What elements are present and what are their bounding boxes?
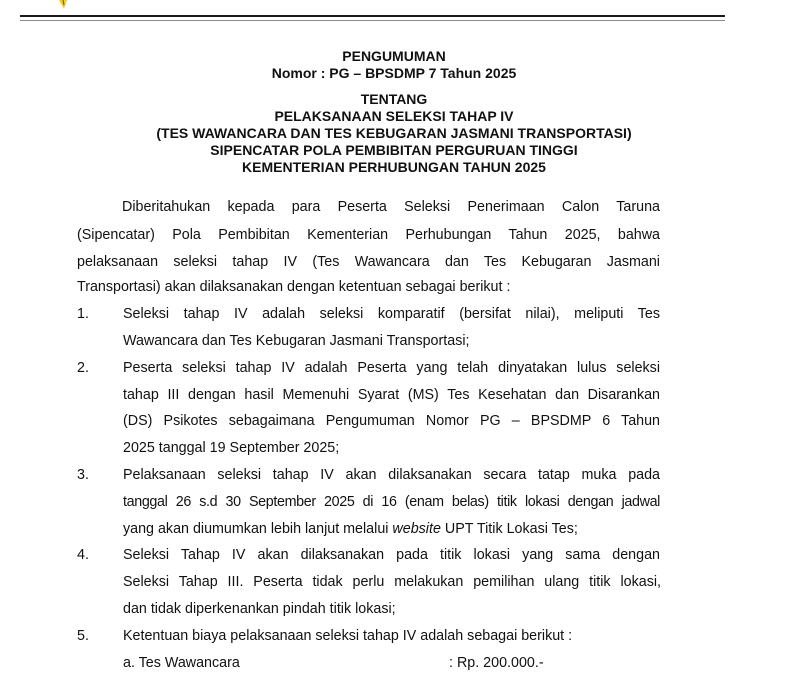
list-item-line: (DS) Psikotes sebagaimana Pengumuman Nomor PG – BPSDMP 6 Tahun [123,413,660,429]
intro-line: pelaksanaan seleksi tahap IV (Tes Wawancara dan Tes Kebugaran Jasmani [77,254,660,270]
list-item-text: yang akan diumumkan lebih lanjut melalui [123,521,393,537]
header-rule-thin [20,20,725,21]
announcement-subject-line-2: (TES WAWANCARA DAN TES KEBUGARAN JASMANI TRANSPORTASI) [156,125,632,141]
list-item-line: Pelaksanaan seleksi tahap IV akan dilaksanakan secara tatap muka pada [123,467,660,483]
intro-line: Transportasi) akan dilaksanakan dengan ketentuan sebagai berikut : [77,279,511,295]
list-item-line: Seleksi tahap IV adalah seleksi komparatif (bersifat nilai), meliputi Tes [123,306,660,322]
announcement-number: Nomor : PG – BPSDMP 7 Tahun 2025 [271,65,517,81]
announcement-subject-line-3: SIPENCATAR POLA PEMBIBITAN PERGURUAN TINGGI [210,142,578,158]
intro-line: (Sipencatar) Pola Pembibitan Kementerian Perhubungan Tahun 2025, bahwa [77,227,660,243]
list-item-italic-text: website [392,521,441,537]
list-item-line: 2025 tanggal 19 September 2025; [123,440,340,456]
announcement-subject-line-1: PELAKSANAAN SELEKSI TAHAP IV [274,108,514,124]
header-rule-thick [20,15,725,17]
list-item-number: 2. [77,360,89,376]
intro-line: Diberitahukan kepada para Peserta Seleksi Penerimaan Calon Taruna [122,199,660,215]
list-item-line: Wawancara dan Tes Kebugaran Jasmani Transportasi; [123,333,470,349]
list-item-line: Peserta seleksi tahap IV adalah Peserta yang telah dinyatakan lulus seleksi [123,360,660,376]
list-item-number: 5. [77,628,89,644]
list-item-number: 1. [77,306,89,322]
announcement-subject-line-4: KEMENTERIAN PERHUBUNGAN TAHUN 2025 [242,159,546,175]
fee-label: a. Tes Wawancara [123,655,240,671]
list-item-line: tanggal 26 s.d 30 September 2025 di 16 (enam belas) titik lokasi dengan jadwal [123,494,660,510]
list-item-number: 3. [77,467,89,483]
list-item-line: dan tidak diperkenankan pindah titik lokasi; [123,601,396,617]
list-item-number: 4. [77,547,89,563]
announcement-title: PENGUMUMAN [342,48,446,64]
list-item-line [123,521,578,538]
fee-value: : Rp. 200.000.- [449,655,544,671]
list-item-line: Seleksi Tahap IV akan dilaksanakan pada titik lokasi yang sama dengan [123,547,660,563]
list-item-line: Ketentuan biaya pelaksanaan seleksi tahap IV adalah sebagai berikut : [123,628,573,644]
list-item-text: UPT Titik Lokasi Tes; [440,521,578,537]
list-item-line: tahap III dengan hasil Memenuhi Syarat (MS) Tes Kesehatan dan Disarankan [123,387,660,403]
list-item-line: Seleksi Tahap III. Peserta tidak perlu melakukan pemilihan ulang titik lokasi, [123,574,661,590]
announcement-about: TENTANG [360,91,428,107]
logo-fragment-icon [59,0,67,9]
